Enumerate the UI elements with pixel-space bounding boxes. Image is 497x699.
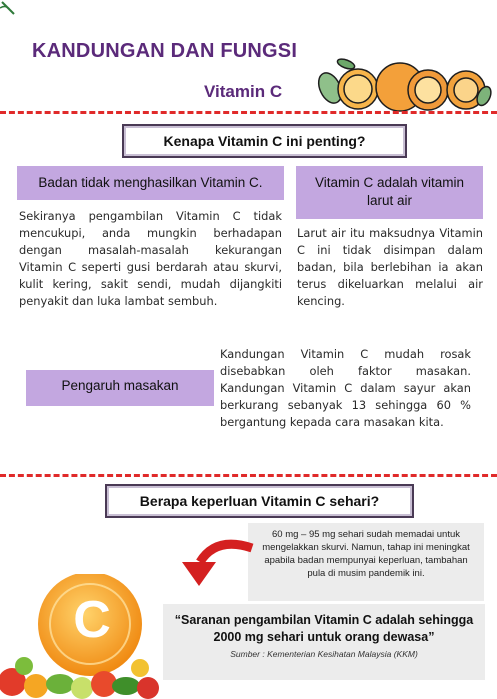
- question-banner: [122, 124, 407, 158]
- vitamin-c-letter: C: [73, 591, 111, 649]
- leaf-decoration: [0, 0, 16, 18]
- citrus-fruit-illustration: [316, 56, 492, 114]
- left-heading: Badan tidak menghasilkan Vitamin C.: [38, 175, 263, 190]
- quote-box: [163, 604, 485, 680]
- page-title: KANDUNGAN DAN FUNGSI: [32, 40, 298, 62]
- right-heading-box: [296, 166, 483, 219]
- requirement-info-box: [248, 523, 484, 601]
- source-note: Sumber : Kementerian Kesihatan Malaysia (KKM): [230, 649, 418, 659]
- cooking-heading: Pengaruh masakan: [61, 378, 179, 393]
- banner-text: Berapa keperluan Vitamin C sehari?: [139, 493, 380, 509]
- left-paragraph: Sekiranya pengambilan Vitamin C tidak mencukupi, anda mungkin berhadapan dengan masalah-masalah kekurangan Vitamin C seperti gusi berdarah atau skurvi, kulit kering, sakit sendi, mudah dijangkiti penyakit dan luka lambat sembuh.: [19, 209, 282, 308]
- left-heading-box: [17, 166, 284, 200]
- cooking-paragraph: Kandungan Vitamin C mudah rosak disebabkan oleh faktor masakan. Kandungan Vitamin C dalam sayur akan berkurang sebanyak 13 sehingga 60 % bergantung kepada cara masakan kita.: [220, 347, 471, 429]
- page-subtitle: Vitamin C: [204, 82, 283, 101]
- right-heading: Vitamin C adalah vitamin larut air: [314, 175, 465, 208]
- section-divider: [0, 474, 497, 477]
- recommendation-quote: “Saranan pengambilan Vitamin C adalah sehingga 2000 mg sehari untuk orang dewasa”: [174, 613, 474, 644]
- requirement-info-text: 60 mg – 95 mg sehari sudah memadai untuk mengelakkan skurvi. Namun, tahap ini meningkat apabila badan mempunyai keperluan, tambahan pula di musim pandemik ini.: [262, 529, 470, 579]
- question-banner: [105, 484, 414, 518]
- right-paragraph: Larut air itu maksudnya Vitamin C ini tidak disimpan dalam badan, bila berlebihan ia akan terus dikeluarkan melalui air kencing.: [297, 226, 483, 308]
- curved-arrow-icon: [176, 538, 256, 594]
- section-divider: [0, 111, 497, 114]
- banner-text: Kenapa Vitamin C ini penting?: [163, 133, 366, 149]
- cooking-heading-box: [26, 370, 214, 406]
